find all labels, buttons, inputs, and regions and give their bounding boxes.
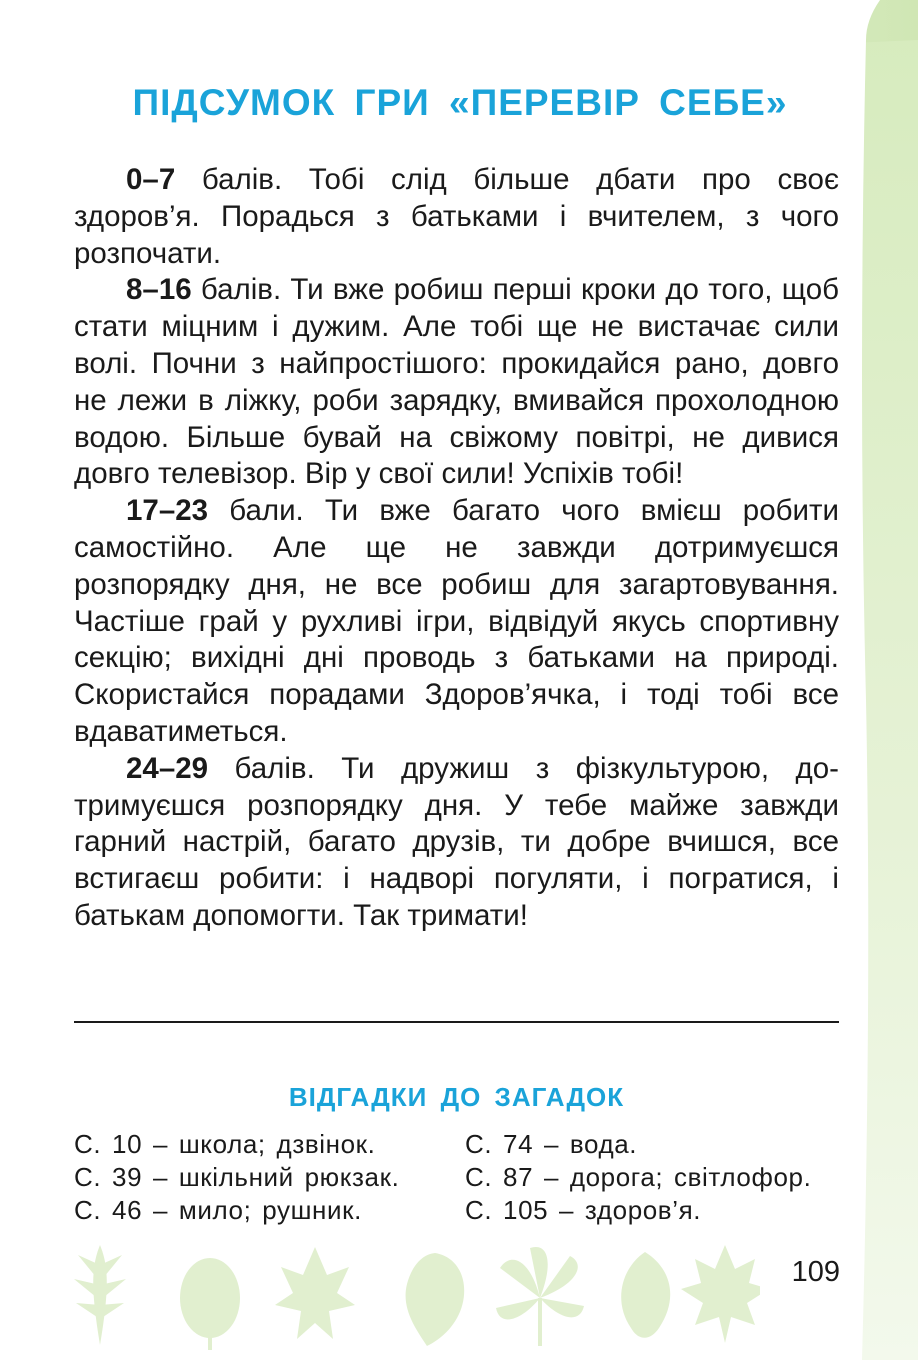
leaves-decoration xyxy=(60,1240,760,1350)
answers-column-left xyxy=(74,1128,399,1227)
section-divider xyxy=(74,1021,839,1023)
answer-item: С. 39 – шкільний рюкзак. xyxy=(74,1162,400,1192)
answer-item: С. 105 – здоров’я. xyxy=(465,1195,702,1225)
leaf-icon xyxy=(621,1252,670,1338)
result-paragraph xyxy=(74,162,839,272)
answer-item: С. 10 – школа; дзвінок. xyxy=(74,1129,376,1159)
score-range: 0–7 xyxy=(126,163,176,196)
answer-item: С. 74 – вода. xyxy=(465,1129,638,1159)
leaf-icon xyxy=(275,1247,355,1339)
result-paragraph xyxy=(74,493,839,751)
result-paragraph xyxy=(74,751,839,935)
result-description: балів. Ти вже робиш перші кроки до того, щоб стати міцним і дужим. Але тобі ще не вистачає сили волі. Почни з найпростішого: прокидайся рано, довго не лежи в ліжку, роби зарядку, вмивайся прохолодною водою. Більше бувай на свіжому повітрі, не дивися довго телевізор. Вір у свої сили! Успіхів тобі! xyxy=(74,273,839,491)
results-text xyxy=(74,162,839,935)
leaf-icon xyxy=(180,1258,240,1350)
leaf-icon xyxy=(406,1253,465,1346)
answers-heading: ВІДГАДКИ ДО ЗАГАДОК xyxy=(288,1082,625,1112)
result-description: балів. Тобі слід більше дбати про своє здоров’я. Порадься з батьками і вчителем, з чого розпочати. xyxy=(74,163,839,270)
answer-item: С. 87 – дорога; світлофор. xyxy=(465,1162,812,1192)
leaf-icon xyxy=(496,1247,584,1346)
score-range: 24–29 xyxy=(126,751,209,785)
score-range: 8–16 xyxy=(126,273,192,307)
page-number: 109 xyxy=(791,1256,840,1288)
score-range: 17–23 xyxy=(126,494,209,528)
result-description: балів. Ти дружиш з фізкультурою, дотримуєшся розпорядку дня. У тебе майже завжди гарний настрій, багато друзів, ти добре вчишся, все встигаєш робити: і надворі погуляти, і погратися, і батькам допомогти. Так тримати! xyxy=(74,751,839,932)
page-title: ПІДСУМОК ГРИ «ПЕРЕВІР СЕБЕ» xyxy=(132,82,788,123)
answers-column-right xyxy=(465,1128,811,1227)
result-description: бали. Ти вже багато чого вмієш робити самостійно. Але ще не завжди дотримуєшся розпорядку дня, не все робиш для загартовування. Частіше грай у рухливі ігри, відвідуй якусь спортивну секцію; вихідні дні проводь з батьками на природі. Скористайся порадами Здоров’ячка, і тоді тобі все вдаватиметься. xyxy=(74,494,839,748)
leaf-icon xyxy=(74,1245,126,1345)
answer-item: С. 46 – мило; рушник. xyxy=(74,1195,362,1225)
result-paragraph xyxy=(74,272,839,493)
leaf-icon xyxy=(681,1245,760,1343)
